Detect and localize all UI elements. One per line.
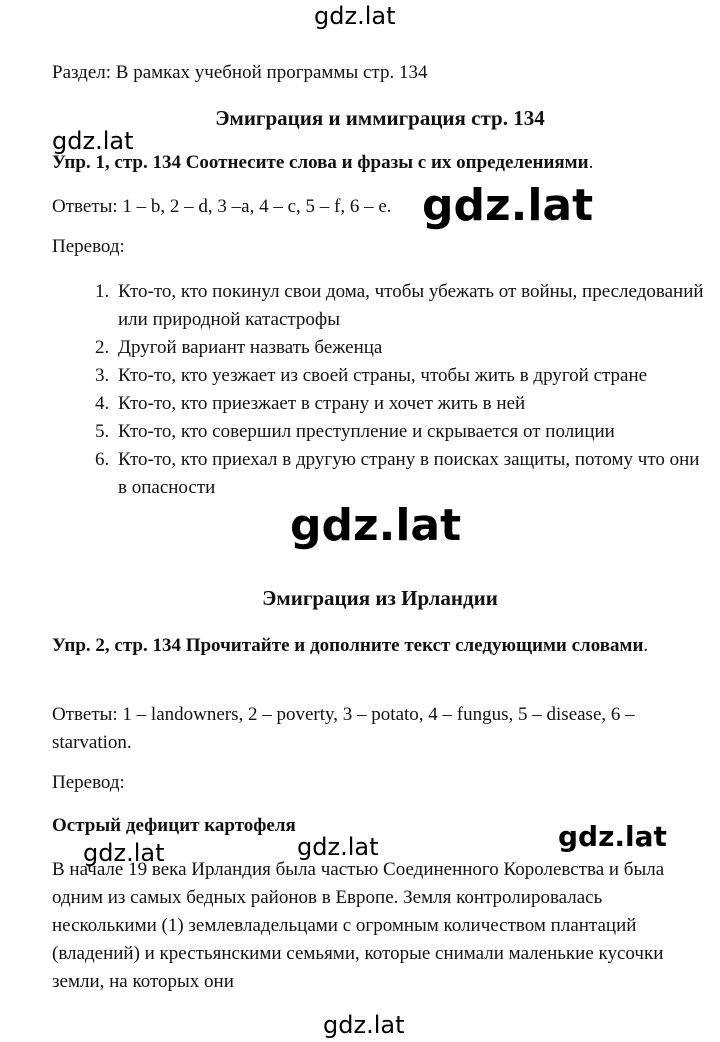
exercise-1-heading: [52, 152, 593, 174]
watermark: gdz.lat: [323, 1011, 405, 1039]
title-emigration-immigration: Эмиграция и иммиграция стр. 134: [215, 106, 545, 130]
exercise-1-heading-text: Упр. 1, стр. 134 Соотнесите слова и фразы с их определениями: [52, 152, 589, 173]
watermark: gdz.lat: [422, 180, 594, 231]
watermark: gdz.lat: [290, 500, 462, 551]
exercise-2-heading-text: Упр. 2, стр. 134 Прочитайте и дополните текст следующими словами: [52, 635, 644, 656]
list-item: 6. Кто-то, кто приехал в другую страну в поисках защиты, потому что они в опасности: [114, 446, 704, 502]
list-item: 2. Другой вариант назвать беженца: [114, 334, 704, 362]
watermark: gdz.lat: [52, 127, 134, 155]
list-item: 1. Кто-то, кто покинул свои дома, чтобы убежать от войны, преследований или природной катастрофы: [114, 278, 704, 334]
title-emigration-ireland: Эмиграция из Ирландии: [262, 586, 498, 610]
list-item: 5. Кто-то, кто совершил преступление и скрывается от полиции: [114, 418, 704, 446]
exercise-2-answers: Ответы: 1 – landowners, 2 – poverty, 3 – potato, 4 – fungus, 5 – disease, 6 – starvation.: [52, 704, 635, 753]
watermark: gdz.lat: [83, 839, 165, 867]
definitions-list: [80, 278, 704, 502]
exercise-1-answers: Ответы: 1 – b, 2 – d, 3 –a, 4 – c, 5 – f, 6 – e.: [52, 196, 392, 217]
watermark: gdz.lat: [297, 833, 379, 861]
list-item: 4. Кто-то, кто приезжает в страну и хочет жить в ней: [114, 390, 704, 418]
text-subheading: Острый дефицит картофеля: [52, 815, 296, 836]
list-item: 3. Кто-то, кто уезжает из своей страны, чтобы жить в другой стране: [114, 362, 704, 390]
exercise-1-heading-end: .: [588, 152, 594, 173]
section-label: Раздел: В рамках учебной программы стр. 134: [52, 62, 428, 83]
ireland-paragraph: В начале 19 века Ирландия была частью Соединенного Королевства и была одним из самых бедных районов в Европе. Земля контролировалась несколькими (1) землевладельцами с огромным количеством плантаций (владений) и крестьянскими семьями, которые снимали маленькие кусочки земли, на которых они: [52, 859, 665, 992]
exercise-2-heading-end: .: [643, 635, 649, 656]
watermark: gdz.lat: [558, 820, 667, 853]
watermark: gdz.lat: [314, 2, 396, 30]
exercise-2-translation-label: Перевод:: [52, 772, 125, 793]
exercise-1-translation-label: Перевод:: [52, 236, 125, 257]
exercise-2-heading: [52, 632, 692, 660]
